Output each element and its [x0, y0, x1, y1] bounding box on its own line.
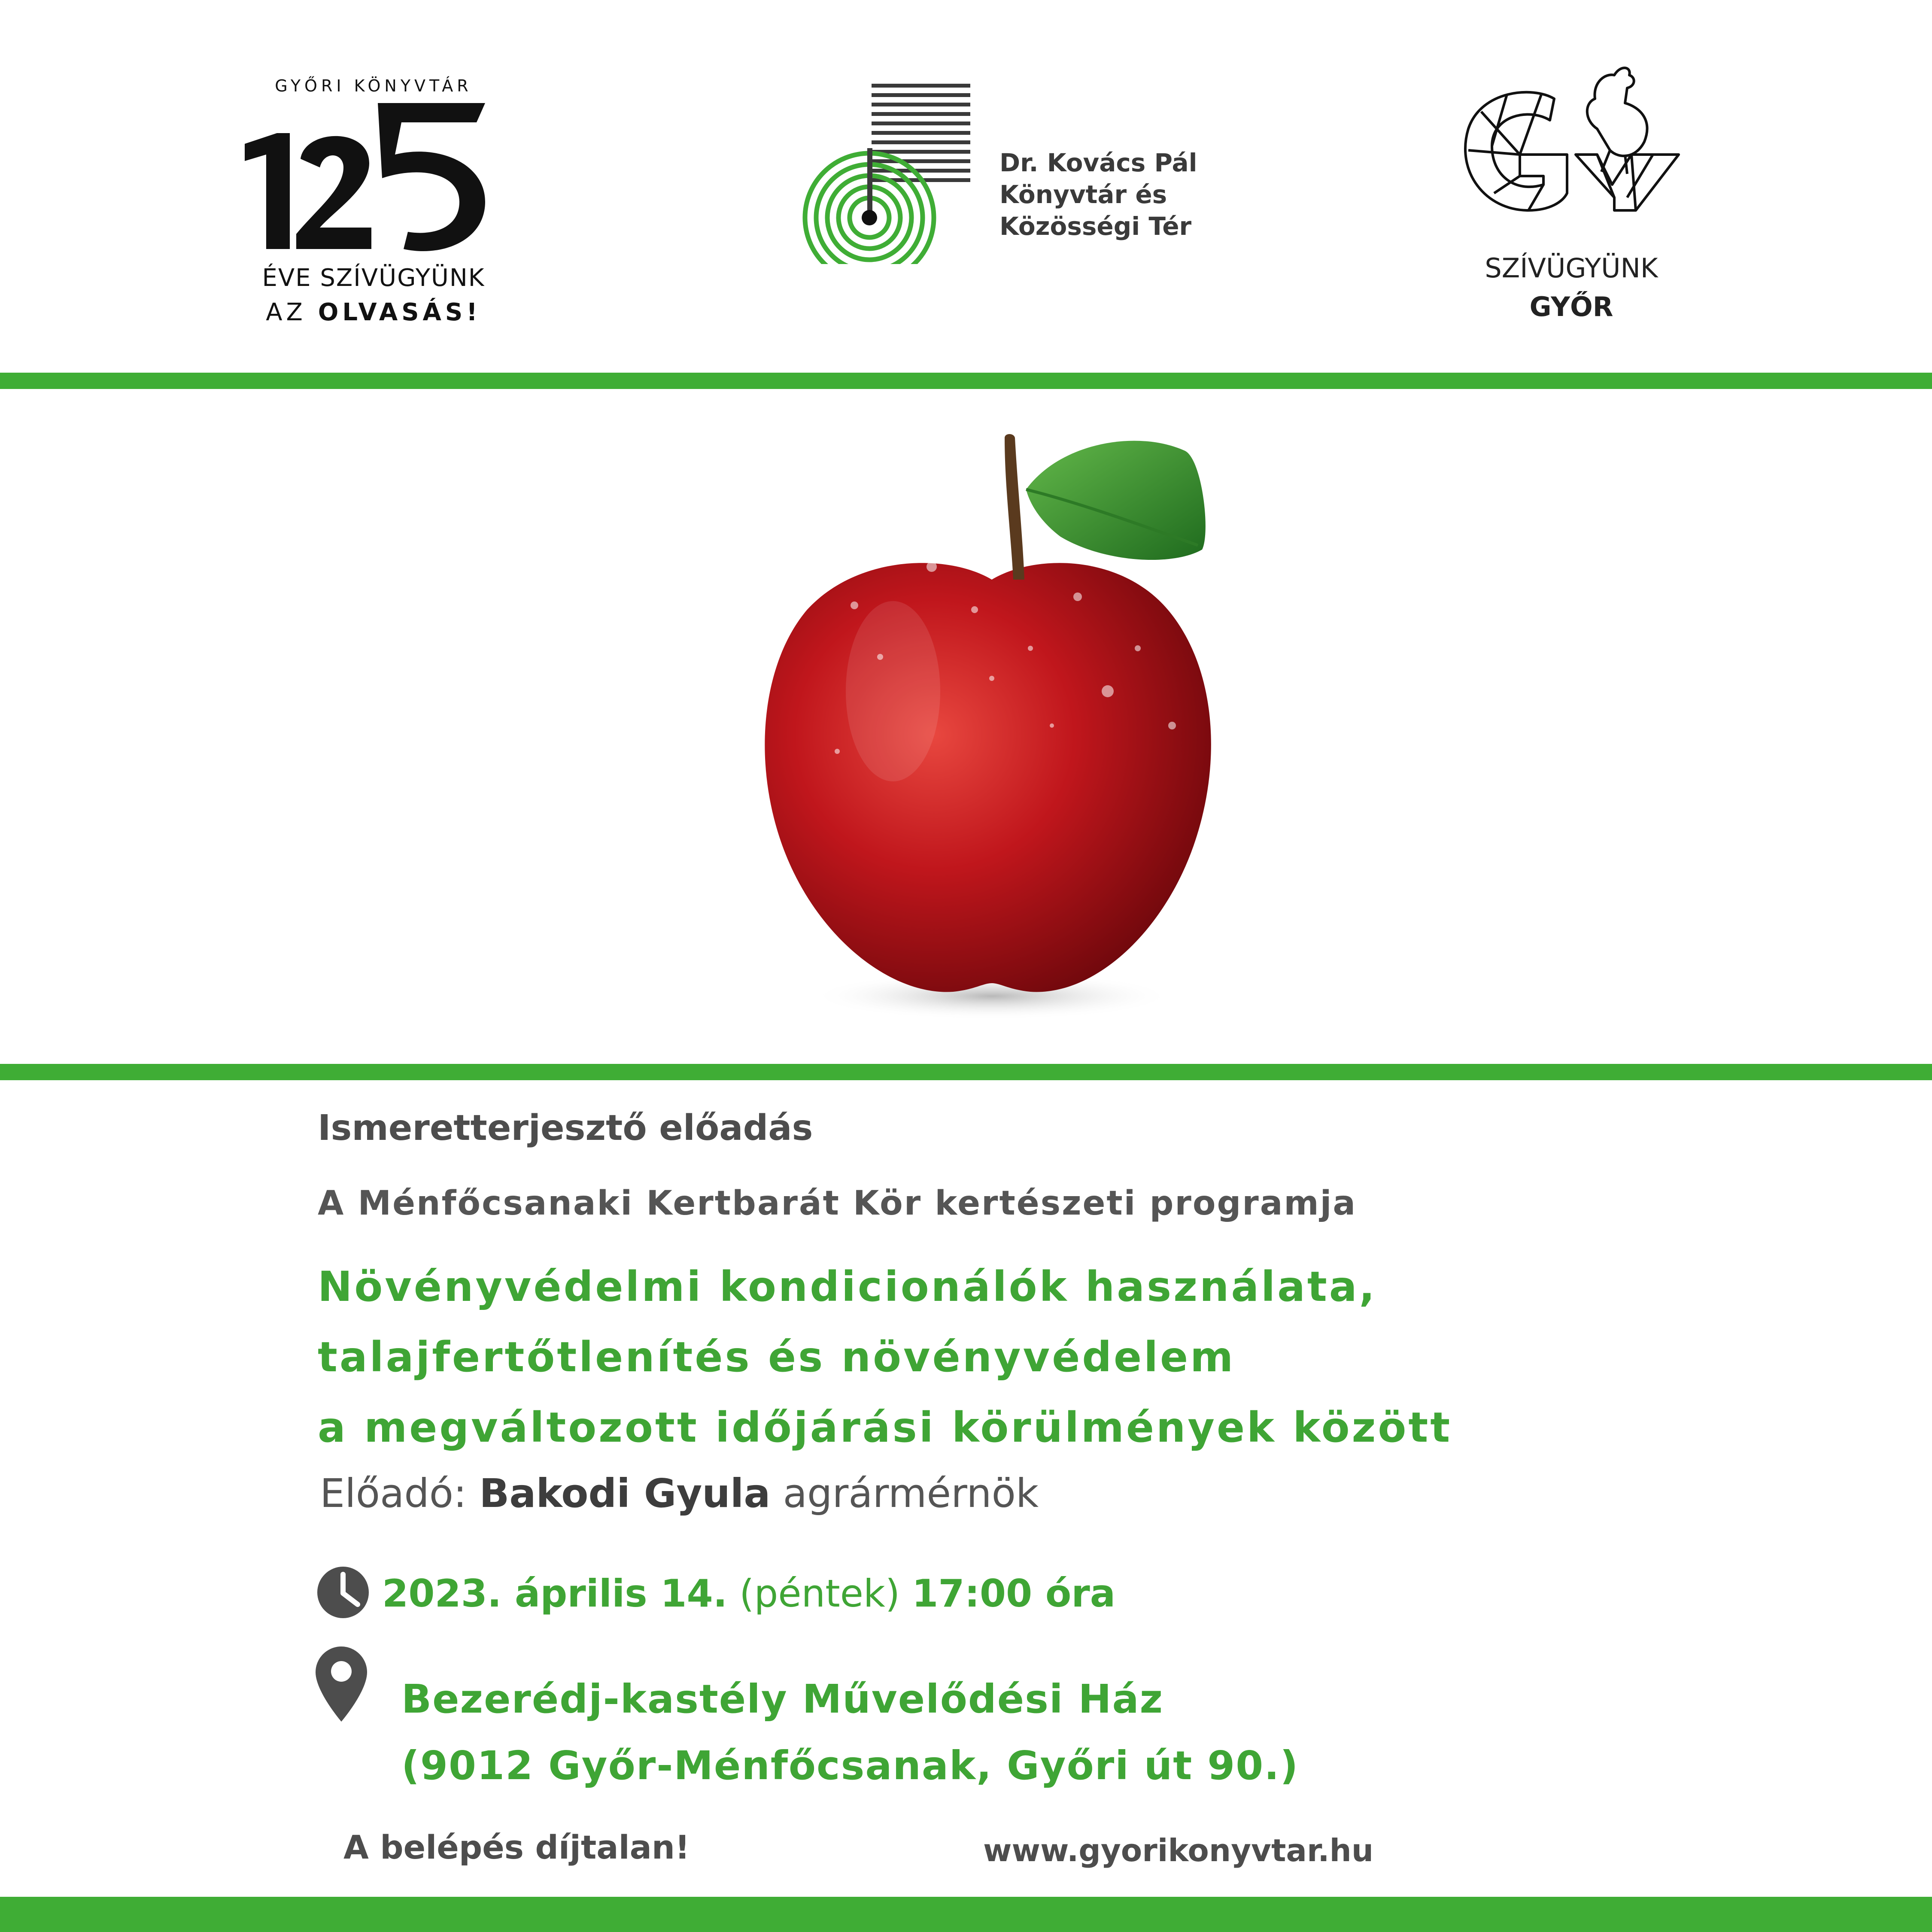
- event-speaker: Előadó: Bakodi Gyula agrármérnök: [320, 1470, 1039, 1516]
- event-title-line: a megváltozott időjárási körülmények között: [318, 1403, 1452, 1452]
- event-datetime: [382, 1571, 1115, 1616]
- venue-address: (9012 Győr-Ménfőcsanak, Győri út 90.): [401, 1743, 1299, 1789]
- event-weekday: (péntek): [727, 1571, 912, 1616]
- gyor-logo-line1: SZÍVÜGYÜNK: [1485, 252, 1658, 284]
- event-time: 17:00 óra: [912, 1571, 1116, 1616]
- event-venue: [401, 1666, 1299, 1799]
- bottom-green-bar: [0, 1897, 1932, 1932]
- event-program: A Ménfőcsanaki Kertbarát Kör kertészeti programja: [318, 1184, 1357, 1223]
- logo-125-line2: ÉVE SZÍVÜGYÜNK: [262, 264, 485, 292]
- gyor-rooster-logo-icon: [1455, 56, 1687, 240]
- event-kind: Ismeretterjesztő előadás: [318, 1108, 813, 1148]
- event-title: [318, 1252, 1452, 1463]
- gyor-logo-line2: GYŐR: [1529, 291, 1613, 322]
- venue-name: Bezerédj-kastély Művelődési Ház: [401, 1676, 1164, 1722]
- event-date: 2023. április 14.: [382, 1571, 728, 1616]
- clock-icon: [316, 1565, 371, 1620]
- logo-125-line3: AZ OLVASÁS!: [266, 298, 481, 326]
- free-entry-note: A belépés díjtalan!: [343, 1828, 690, 1866]
- speaker-name: Bakodi Gyula: [479, 1470, 771, 1516]
- red-apple-illustration: [751, 425, 1309, 1035]
- logo-125-top-text: GYŐRI KÖNYVTÁR: [275, 76, 472, 95]
- location-pin-icon: [316, 1646, 367, 1722]
- top-green-divider: [0, 373, 1932, 389]
- logo-125-number: [236, 103, 494, 266]
- website-link[interactable]: www.gyorikonyvtar.hu: [983, 1832, 1374, 1868]
- event-title-line: Növényvédelmi kondicionálók használata,: [318, 1263, 1377, 1311]
- middle-green-divider: [0, 1064, 1932, 1080]
- event-title-line: talajfertőtlenítés és növényvédelem: [318, 1333, 1236, 1381]
- library-name: Dr. Kovács Pál Könyvtár és Közösségi Tér: [999, 148, 1197, 241]
- library-rings-icon: [799, 84, 979, 264]
